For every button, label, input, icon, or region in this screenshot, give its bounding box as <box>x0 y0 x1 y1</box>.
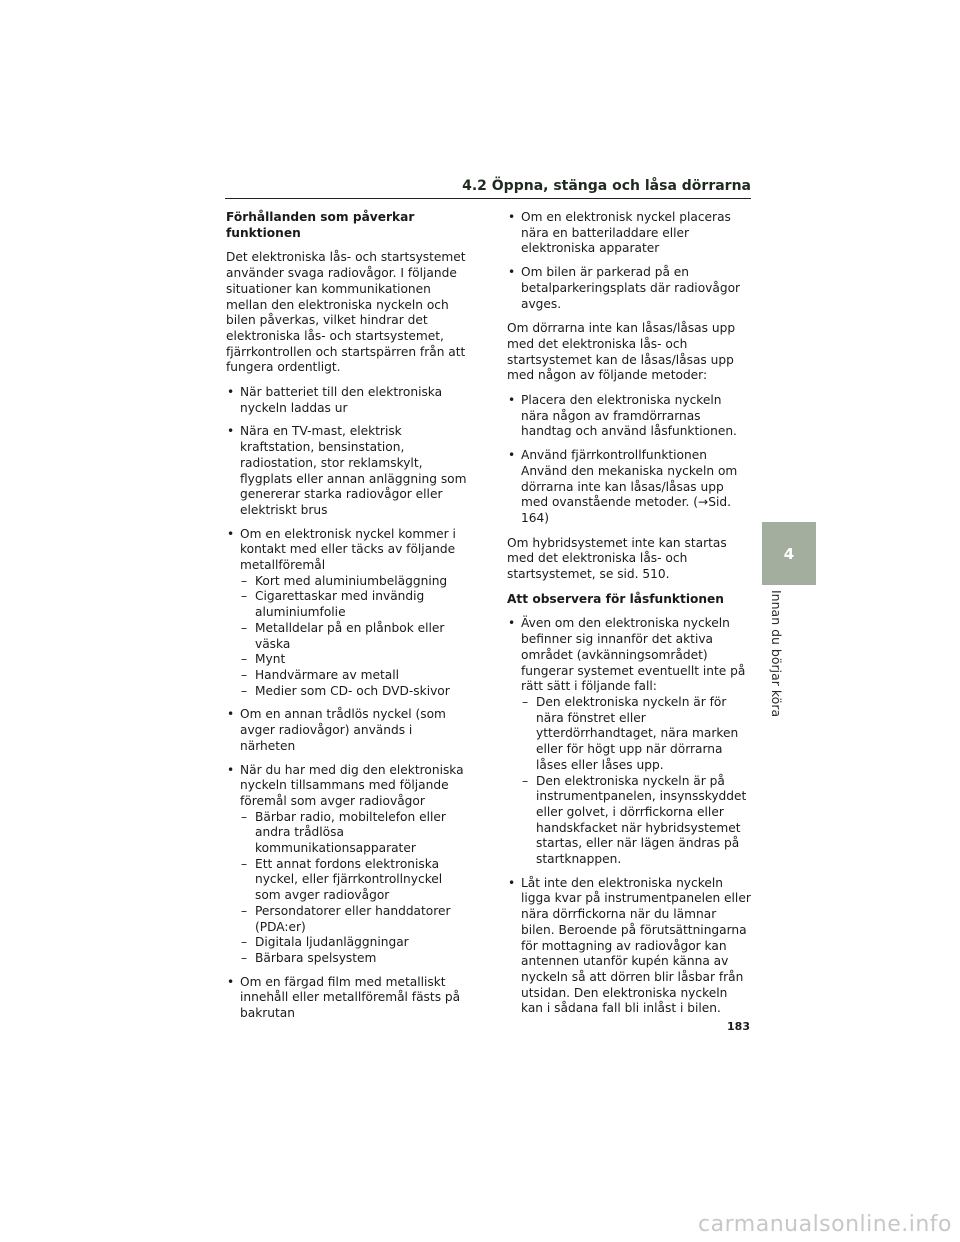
list-item-text: Om en färgad film med metalliskt innehåll eller metallföremål fästs på bakrutan <box>240 974 461 1021</box>
sub-list <box>240 574 470 700</box>
list-item <box>226 424 470 518</box>
list-item-text: Använd fjärrkontrollfunktionen Använd den mekaniska nyckeln om dörrarna inte kan låsas/låsas upp med ovanstående metoder. (→Sid. 164) <box>521 448 738 525</box>
list-item <box>226 527 470 700</box>
list-item <box>507 876 751 1017</box>
placement-list <box>507 210 751 312</box>
sub-list-item: – Metalldelar på en plånbok eller väska <box>240 621 470 652</box>
watermark: carmanualsonline.info <box>698 1212 952 1237</box>
list-item-text: Låt inte den elektroniska nyckeln ligga kvar på instrumentpanelen eller nära dörrfickorna när du lämnar bilen. Beroende på förutsättningarna för mottagning av radiovågor kan antennen utanför kupén känna av nyckeln så att dörren blir låsbar från utsidan. Den elektroniska nyckeln kan i sådana fall bli inlåst i bilen. <box>521 875 751 1016</box>
methods-list <box>507 393 751 527</box>
list-item <box>507 448 751 527</box>
lock-function-heading: Att observera för låsfunktionen <box>507 591 724 606</box>
lock-notes-list <box>507 616 751 1017</box>
sub-list-item: – Den elektroniska nyckeln är på instrumentpanelen, insynsskyddet eller golvet, i dörrfickorna eller handskfacket när hybridsystemet startas, eller när lägen ändras på startknappen. <box>521 774 751 868</box>
sub-list-item: – Medier som CD- och DVD-skivor <box>240 684 470 700</box>
sub-list-item: – Bärbar radio, mobiltelefon eller andra trådlösa kommunikationsapparater <box>240 810 470 857</box>
right-column <box>507 210 751 1026</box>
list-item <box>226 975 470 1022</box>
chapter-tab <box>762 522 816 585</box>
list-item-text: Om en annan trådlös nyckel (som avger radiovågor) används i närheten <box>240 707 446 753</box>
methods-paragraph: Om dörrarna inte kan låsas/låsas upp med det elektroniska lås- och startsystemet kan de låsas/låsas upp med någon av följande metoder: <box>507 321 736 383</box>
chapter-number: 4 <box>783 544 795 563</box>
left-column <box>226 210 470 1031</box>
sub-list <box>240 810 470 967</box>
sub-list-item: – Mynt <box>240 652 470 668</box>
list-item-text: Om bilen är parkerad på en betalparkeringsplats där radiovågor avges. <box>521 265 741 311</box>
list-item <box>226 385 470 416</box>
section-header: 4.2 Öppna, stänga och låsa dörrarna <box>225 178 751 199</box>
sub-list-item: – Den elektroniska nyckeln är för nära fönstret eller ytterdörrhandtaget, nära marken eller för högt upp när dörrarna låses eller låses upp. <box>521 695 751 774</box>
list-item-text: Placera den elektroniska nyckeln nära någon av framdörrarnas handtag och använd låsfunktionen. <box>521 393 737 439</box>
list-item-text: Även om den elektroniska nyckeln befinner sig innanför det aktiva området (avkänningsområdet) fungerar systemet eventuellt inte på rätt sätt i följande fall: <box>521 616 746 694</box>
intro-paragraph: Det elektroniska lås- och startsystemet använder svaga radiovågor. I följande situationer kan kommunikationen mellan den elektroniska nyckeln och bilen påverkas, vilket hindrar det elektroniska lås- och startsystemet, fjärrkontrollen och startspärren från att fungera ordentligt. <box>226 250 466 375</box>
section-heading: Förhållanden som påverkar funktionen <box>226 210 415 240</box>
sub-list-item: – Digitala ljudanläggningar <box>240 935 470 951</box>
list-item-text: När batteriet till den elektroniska nyckeln laddas ur <box>240 385 443 415</box>
chapter-label: Innan du börjar köra <box>769 590 784 718</box>
list-item <box>507 616 751 867</box>
list-item <box>507 393 751 440</box>
list-item-text: Om en elektronisk nyckel kommer i kontakt med eller täcks av följande metallföremål <box>240 526 456 573</box>
sub-list-item: – Handvärmare av metall <box>240 668 470 684</box>
list-item <box>507 265 751 312</box>
hybrid-paragraph: Om hybridsystemet inte kan startas med det elektroniska lås- och startsystemet, se sid. 510. <box>507 535 727 582</box>
list-item-text: När du har med dig den elektroniska nyckeln tillsammans med följande föremål som avger radiovågor <box>240 762 464 808</box>
sub-list <box>521 695 751 868</box>
sub-list-item: – Cigarettaskar med invändig aluminiumfolie <box>240 589 470 620</box>
sub-list-item: – Ett annat fordons elektroniska nyckel, eller fjärrkontrollnyckel som avger radiovågor <box>240 857 470 904</box>
list-item <box>226 763 470 967</box>
list-item-text: Nära en TV-mast, elektrisk kraftstation, bensinstation, radiostation, stor reklamskylt, flygplats eller annan anläggning som genererar starka radiovågor eller elektriskt brus <box>240 424 467 517</box>
sub-list-item: – Bärbara spelsystem <box>240 951 470 967</box>
sub-list-item: – Persondatorer eller handdatorer (PDA:er) <box>240 904 470 935</box>
list-item <box>226 707 470 754</box>
conditions-list <box>226 385 470 1022</box>
list-item <box>507 210 751 257</box>
sub-list-item: – Kort med aluminiumbeläggning <box>240 574 470 590</box>
page-number: 183 <box>727 1020 750 1033</box>
list-item-text: Om en elektronisk nyckel placeras nära en batteriladdare eller elektroniska apparater <box>521 210 731 256</box>
